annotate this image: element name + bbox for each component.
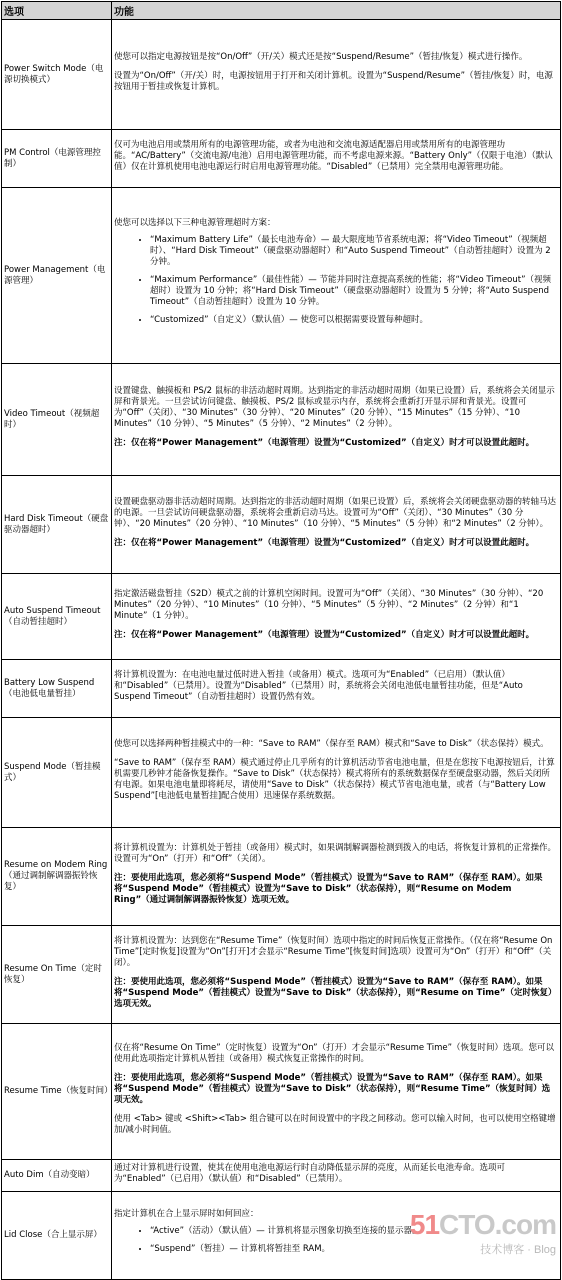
list-item: • “Active”（活动）（默认值）— 计算机将显示图象切换至连接的显示器。 [150,1226,558,1237]
option-description [112,828,561,926]
option-name: Resume on Modem Ring（通过调制解调器振铃恢复） [2,828,112,926]
note-text: 注：仅在将“Power Management”（电源管理）设置为“Customized”（自定义）时才可以设置此超时。 [114,629,535,640]
description-text: 通过对计算机进行设置，使其在使用电池电源运行时自动降低显示屏的亮度，从而延长电池寿命。选项可为“Enabled”（已启用）（默认值）和“Disabled”（已禁用）。 [114,1162,506,1184]
option-description [112,1160,561,1192]
note-text: 注：仅在将“Power Management”（电源管理）设置为“Customized”（自定义）时才可以设置此超时。 [114,438,535,448]
description-text: 使您可以选择两种暂挂模式中的一种：“Save to RAM”（保存至 RAM）模式和“Save to Disk”（状态保持）模式。 [114,739,549,749]
table-row [2,574,561,660]
watermark-logo [410,1209,556,1257]
header-option: 选项 [2,2,112,20]
list-item: • “Suspend”（暂挂）— 计算机将暂挂至 RAM。 [150,1244,558,1255]
description-text: 设置键盘、触摸板和 PS/2 鼠标的非活动超时周期。达到指定的非活动超时周期（如果已设置）后，系统将会关闭显示屏和背景光。一旦尝试访问键盘、触摸板、PS/2 鼠标或显示内存，系统将会重新打开显示屏和背景光。设置可为“Off”（关闭）、“30 Minutes”（30 分钟）、“20 Minutes”（20 分钟）、“15 Minutes”（15 分钟）、“10 Minutes”（10 分钟）、“5 Minutes”（5 分钟）、“2 Minutes”（2 分钟）。 [114,386,555,429]
description-text: 仅在将“Resume On Time”（定时恢复）设置为“On”（打开）才会显示“Resume Time”（恢复时间）选项。您可以使用此选项指定计算机从暂挂（或备用）模式恢复正常操作的时间。 [114,1043,554,1064]
table-row [2,364,561,476]
note-text: 注：要使用此选项，您必须将“Suspend Mode”（暂挂模式）设置为“Save to RAM”（保存至 RAM）。如果将“Suspend Mode”（暂挂模式）设置为“Save to Disk”（状态保持），则“Resume on Time”（定时恢复）选项无效。 [114,976,557,1009]
list-item: • “Maximum Battery Life”（最长电池寿命）— 最大限度地节省系统电源；将“Video Timeout”（视频超时）、“Hard Disk Timeout”（硬盘驱动器超时）和“Auto Suspend Timeout”（自动暂挂超时）设置为 2 分钟。 [150,235,558,268]
option-name: Resume Time（恢复时间） [2,1024,112,1160]
description-text: 使您可以指定电源按钮是按“On/Off”（开/关）模式还是按“Suspend/Resume”（暂挂/恢复）模式进行操作。 [114,52,528,62]
description-text: 仅可为电池启用或禁用所有的电源管理功能，或者为电池和交流电源适配器启用或禁用所有的电源管理功能。“AC/Battery”（交流电源/电池）启用电源管理功能，而不考虑电源来源。“Battery Only”（仅限于电池）（默认值）仅在计算机使用电池电源运行时启用电源管理功能。“Disabled”（已禁用）完全禁用电源管理功能。 [114,140,553,172]
header-function: 功能 [112,2,561,20]
table-row [2,188,561,364]
option-name: Hard Disk Timeout（硬盘驱动器超时） [2,476,112,574]
description-text: 设置为“On/Off”（开/关）时，电源按钮用于打开和关闭计算机。设置为“Suspend/Resume”（暂挂/恢复）时，电源按钮用于暂挂或恢复计算机。 [114,71,553,92]
table-row [2,660,561,718]
note-text: 注：要使用此选项，您必须将“Suspend Mode”（暂挂模式）设置为“Save to RAM”（保存至 RAM）。如果将“Suspend Mode”（暂挂模式）设置为“Save to Disk”（状态保持），则“Resume Time”（恢复时间）选项无效。 [114,1073,551,1105]
description-text: 指定计算机在合上显示屏时如何回应： [114,1209,259,1219]
table-row [2,1024,561,1160]
description-text: “Save to RAM”（保存至 RAM）模式通过停止几乎所有的计算机活动节省电池电量，但是在您按下电源按钮后，计算机需要几秒钟才能备恢复操作。“Save to Disk”（状态保持）模式将所有的系统数据保存至硬盘驱动器，然后关闭所有电源。如果电池电量即将耗尽，请使用“Save to Disk”（状态保持）模式节省电池电量，或者（与“Battery Low Suspend”[电池低电量暂挂]配合使用）迅速保存系统数据。 [114,758,555,801]
table-row [2,828,561,926]
watermark-brand-rest: CTO.com [439,1209,556,1240]
option-name: Power Switch Mode（电源切换模式） [2,20,112,130]
option-description [112,926,561,1024]
table-header-row [2,2,561,20]
option-description [112,718,561,828]
option-description [112,130,561,188]
table-row [2,718,561,828]
list-item: • “Customized”（自定义）（默认值）— 使您可以根据需要设置每种超时。 [150,315,558,326]
description-text: 将计算机设置为：达到您在“Resume Time”（恢复时间）选项中指定的时间后恢复正常操作。（仅在将“Resume On Time”[定时恢复]设置为“On”[打开]才会显示“Resume Time”[恢复时间]选项）设置可为“On”（打开）和“Off”（关闭）。 [114,935,553,968]
option-name: Auto Dim（自动变暗） [2,1160,112,1192]
option-description [112,476,561,574]
table-row [2,926,561,1024]
note-text: 注：仅在将“Power Management”（电源管理）设置为“Customized”（自定义）时才可以设置此超时。 [114,537,535,548]
options-table [1,1,561,1280]
option-name: Video Timeout（视频超时） [2,364,112,476]
list-item: • “Maximum Performance”（最佳性能）— 节能并同时注意提高系统的性能；将“Video Timeout”（视频超时）设置为 10 分钟；将“Hard Disk Timeout”（硬盘驱动器超时）设置为 5 分钟；将“Auto Suspend Timeout”（自动暂挂超时）设置为 10 分钟。 [150,275,558,308]
option-name: Resume On Time（定时恢复） [2,926,112,1024]
option-name: PM Control（电源管理控制） [2,130,112,188]
option-description [112,364,561,476]
option-description [112,20,561,130]
description-text: 将计算机设置为：计算机处于暂挂（或备用）模式时，如果调制解调器检测到拨入的电话，将恢复计算机的正常操作。设置可为“On”（打开）和“Off”（关闭）。 [114,843,557,864]
table-row [2,130,561,188]
option-description [112,574,561,660]
option-description [112,188,561,364]
table-row [2,476,561,574]
option-description [112,660,561,718]
description-text: 设置硬盘驱动器非活动超时周期。达到指定的非活动超时周期（如果已设置）后，系统将会关闭硬盘驱动器的转轴马达的电源。一旦尝试访问硬盘驱动器，系统将会重新启动马达。设置可为“Off”（关闭）、“30 Minutes”（30 分钟）、“20 Minutes”（20 分钟）、“10 Minutes”（10 分钟）、“5 Minutes”（5 分钟）和“2 Minutes”（2 分钟）。 [114,496,557,529]
watermark-subtitle: 技术博客 · Blog [480,1244,556,1256]
watermark-brand-num: 51 [409,1209,440,1240]
description-text: 将计算机设置为：在电池电量过低时进入暂挂（或备用）模式。选项可为“Enabled”（已启用）（默认值）和“Disabled”（已禁用）。设置为“Disabled”（已禁用）时，系统将会关闭电池低电量暂挂功能，但是“Auto Suspend Timeout”（自动暂挂超时）设置仍然有效。 [114,670,523,702]
option-name: Suspend Mode（暂挂模式） [2,718,112,828]
option-name: Lid Close（合上显示屏） [2,1192,112,1280]
option-name: Auto Suspend Timeout（自动暂挂超时） [2,574,112,660]
table-row [2,1160,561,1192]
scheme-list [114,235,558,326]
description-text: 使用 <Tab> 键或 <Shift><Tab> 组合键可以在时间设置中的字段之间移动。您可以输入时间，也可以使用空格键增加/减小时间值。 [114,1114,556,1135]
table-row [2,20,561,130]
option-name: Battery Low Suspend（电池低电量暂挂） [2,660,112,718]
option-name: Power Management（电源管理） [2,188,112,364]
option-description [112,1024,561,1160]
description-text: 使您可以选择以下三种电源管理超时方案： [114,218,276,228]
note-text: 注：要使用此选项，您必须将“Suspend Mode”（暂挂模式）设置为“Save to RAM”（保存至 RAM）。如果将“Suspend Mode”（暂挂模式）设置为“Save to Disk”（状态保持），则“Resume on Modem Ring”（通过调制解调器振铃恢复）选项无效。 [114,873,543,905]
description-text: 指定激活磁盘暂挂（S2D）模式之前的计算机空闲时间。设置可为“Off”（关闭）、“30 Minutes”（30 分钟）、“20 Minutes”（20 分钟）、“10 Minutes”（10 分钟）、“5 Minutes”（5 分钟）、“2 Minutes”（2 分钟）和“1 Minute”（1 分钟）。 [114,588,544,621]
